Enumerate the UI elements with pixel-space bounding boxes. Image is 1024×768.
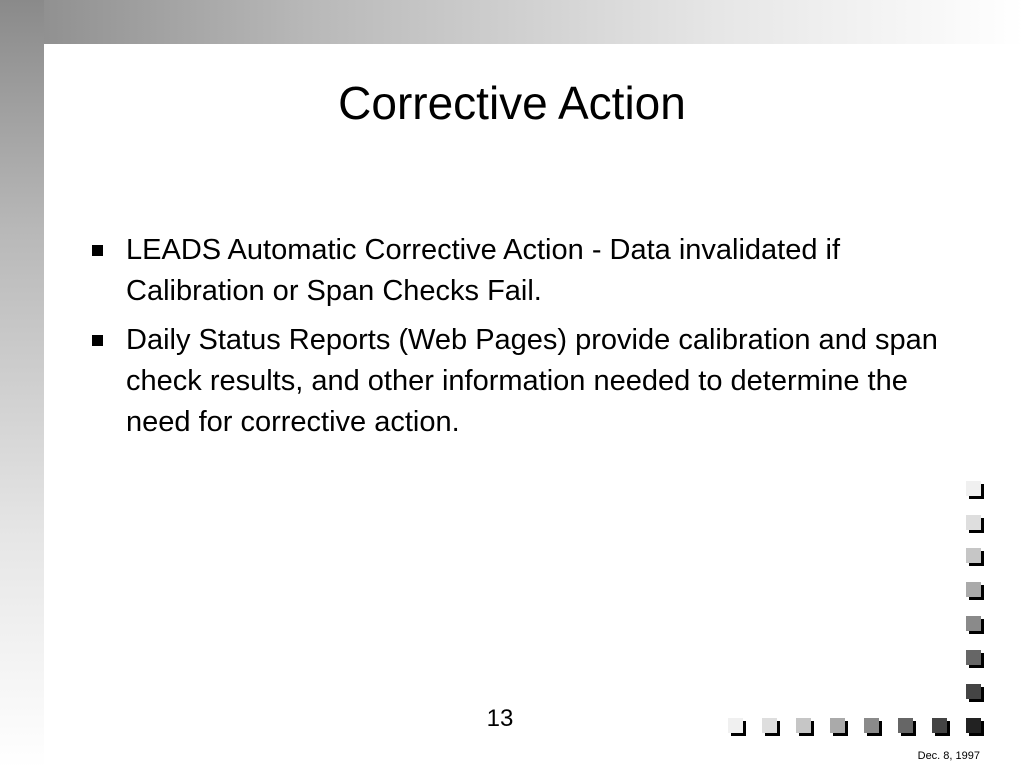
- decorative-square-icon: [728, 718, 743, 733]
- decorative-square-icon: [932, 718, 947, 733]
- decorative-square-icon: [966, 650, 981, 665]
- top-gradient-band: [0, 0, 1024, 44]
- slide-title: Corrective Action: [338, 77, 686, 129]
- decorative-square-icon: [898, 718, 913, 733]
- decorative-square-icon: [966, 548, 981, 563]
- bullet-item: [90, 230, 950, 312]
- square-bullet-icon: [92, 245, 103, 256]
- bullet-text: LEADS Automatic Corrective Action - Data invalidated if Calibration or Span Checks Fail.: [126, 234, 841, 307]
- decorative-square-icon: [830, 718, 845, 733]
- bullet-list: [90, 230, 950, 451]
- decorative-square-icon: [966, 684, 981, 699]
- decorative-square-icon: [762, 718, 777, 733]
- page-number: 13: [486, 705, 514, 732]
- decorative-square-icon: [796, 718, 811, 733]
- decorative-square-icon: [966, 515, 981, 530]
- decorative-square-icon: [966, 616, 981, 631]
- square-bullet-icon: [92, 335, 103, 346]
- decorative-square-icon: [966, 582, 981, 597]
- decorative-square-icon: [966, 481, 981, 496]
- bullet-text: Daily Status Reports (Web Pages) provide calibration and span check results, and other information needed to determine the need for corrective action.: [126, 324, 938, 438]
- footer-date: Dec. 8, 1997: [917, 750, 980, 762]
- bullet-item: [90, 320, 950, 443]
- decorative-square-icon: [864, 718, 879, 733]
- decorative-square-icon: [966, 718, 981, 733]
